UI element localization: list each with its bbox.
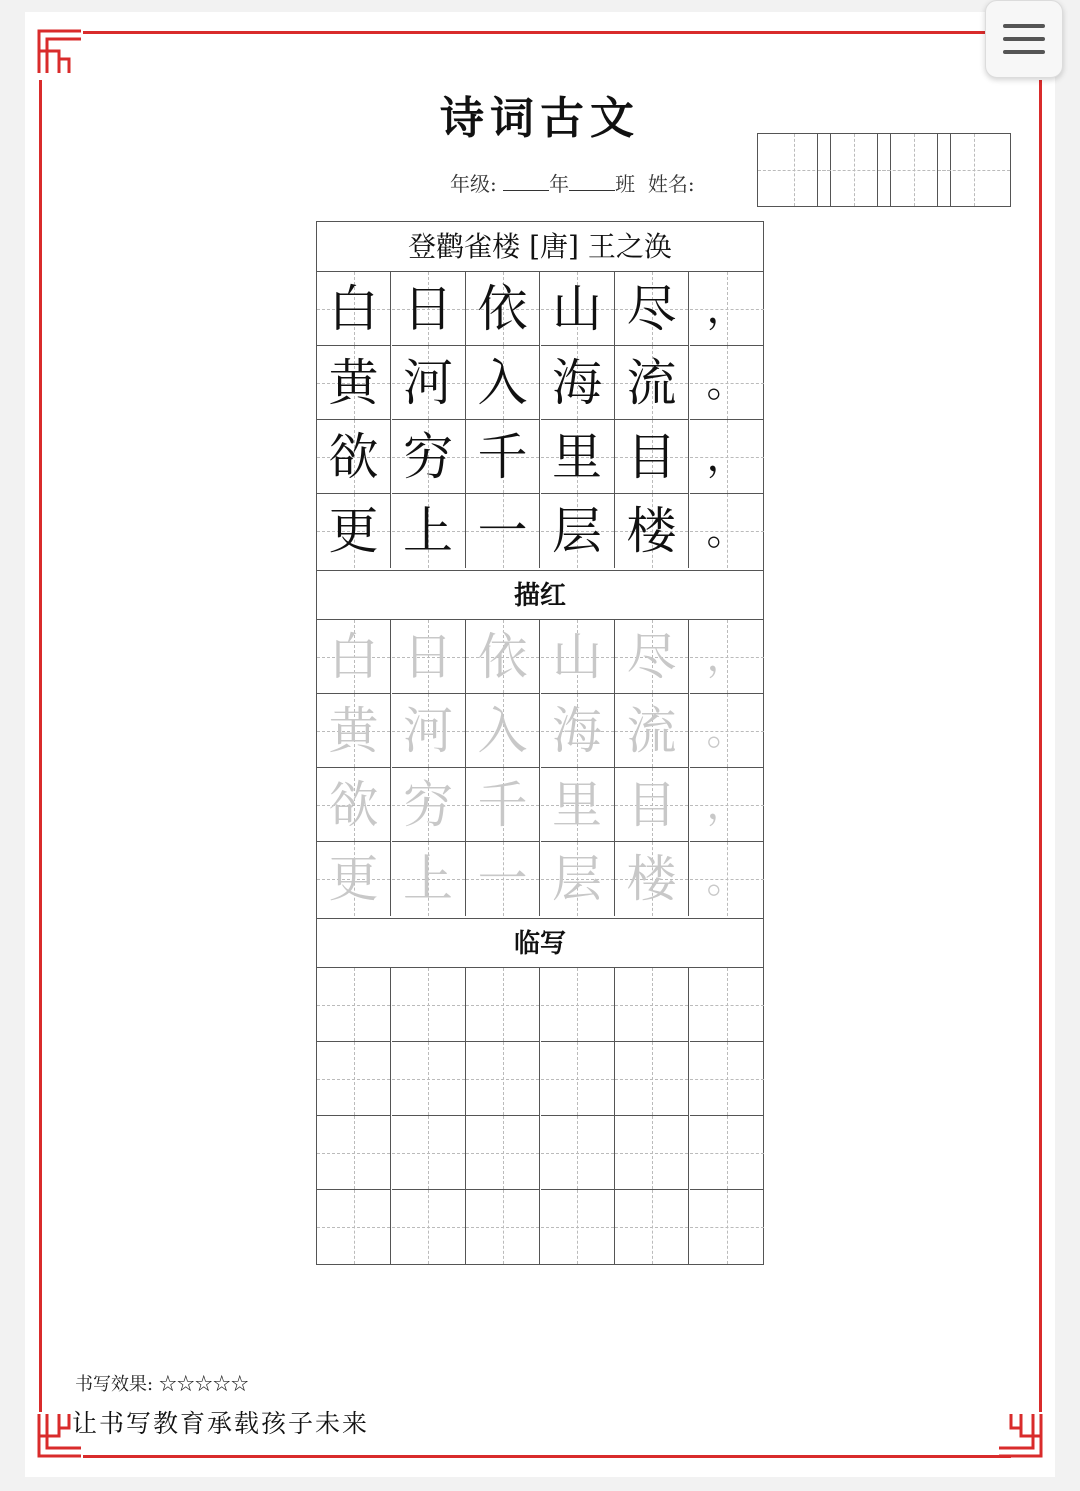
- corner-ornament-bottom-right: [997, 1412, 1043, 1458]
- frame-left-line: [39, 80, 42, 1412]
- corner-ornament-top-left: [37, 29, 83, 75]
- model-character: 上: [403, 502, 453, 560]
- character-cell: [690, 842, 764, 916]
- model-character: 穷: [403, 427, 453, 486]
- copy-row: [317, 968, 763, 1042]
- character-cell: [690, 272, 764, 346]
- character-cell: [690, 346, 764, 420]
- name-label: 姓名:: [647, 172, 695, 196]
- trace-character: 山: [552, 627, 602, 686]
- character-cell: [466, 420, 540, 494]
- character-cell: [541, 768, 615, 842]
- character-cell: [466, 842, 540, 916]
- writing-cell[interactable]: [541, 968, 615, 1042]
- model-character: 尽: [626, 279, 677, 338]
- year-suffix: 年: [549, 172, 570, 196]
- writing-cell[interactable]: [690, 968, 764, 1042]
- slogan: 让书写教育承载孩子未来: [72, 1409, 370, 1438]
- character-cell: [392, 768, 466, 842]
- character-cell: [392, 494, 466, 568]
- writing-cell[interactable]: [392, 1190, 466, 1264]
- trace-characters-block: [317, 620, 763, 918]
- model-character: 黄: [328, 353, 379, 412]
- character-cell: [466, 620, 540, 694]
- frame-right-line: [1039, 80, 1042, 1412]
- trace-character: 依: [477, 627, 528, 686]
- writing-cell[interactable]: [615, 1116, 689, 1190]
- character-cell: [317, 842, 391, 916]
- character-cell: [615, 272, 689, 346]
- model-row: [317, 420, 763, 494]
- trace-character: 海: [552, 701, 602, 760]
- year-blank[interactable]: [503, 176, 549, 191]
- character-cell: [466, 494, 540, 568]
- character-cell: [317, 420, 391, 494]
- writing-cell[interactable]: [615, 1190, 689, 1264]
- character-cell: [392, 420, 466, 494]
- character-cell: [392, 620, 466, 694]
- character-cell: [466, 694, 540, 768]
- model-character: 欲: [328, 427, 379, 486]
- trace-section-label: 描红: [317, 570, 763, 620]
- character-cell: [466, 346, 540, 420]
- trace-row: [317, 768, 763, 842]
- character-cell: [317, 620, 391, 694]
- character-cell: [317, 346, 391, 420]
- model-row: [317, 346, 763, 420]
- character-cell: [615, 842, 689, 916]
- model-character: 千: [477, 427, 528, 486]
- grade-label: 年级:: [450, 172, 497, 196]
- writing-cell[interactable]: [690, 1190, 764, 1264]
- copy-section-label: 临写: [317, 918, 763, 968]
- rating-stars: ☆☆☆☆☆: [158, 1374, 249, 1395]
- writing-cell[interactable]: [392, 1116, 466, 1190]
- trace-character: 尽: [626, 627, 677, 686]
- character-cell: [615, 694, 689, 768]
- writing-cell[interactable]: [541, 1190, 615, 1264]
- trace-row: [317, 694, 763, 768]
- trace-character: 楼: [626, 850, 677, 908]
- trace-row: [317, 842, 763, 916]
- model-character: 依: [477, 279, 528, 338]
- writing-cell[interactable]: [392, 968, 466, 1042]
- character-cell: [541, 346, 615, 420]
- character-cell: [317, 768, 391, 842]
- copy-row: [317, 1042, 763, 1116]
- model-character: 一: [477, 502, 528, 560]
- writing-cell[interactable]: [466, 1190, 540, 1264]
- trace-character: 河: [403, 701, 453, 760]
- model-character: 河: [403, 353, 453, 412]
- model-character: 层: [552, 502, 602, 560]
- class-blank[interactable]: [569, 176, 615, 191]
- trace-character: ，: [706, 633, 747, 680]
- character-cell: [317, 494, 391, 568]
- character-cell: [392, 346, 466, 420]
- grade-class-name-line: [450, 168, 695, 197]
- character-cell: [392, 694, 466, 768]
- model-characters-block: [317, 272, 763, 570]
- rating-row: [75, 1370, 249, 1396]
- model-row: [317, 494, 763, 568]
- copy-row: [317, 1116, 763, 1190]
- frame-bottom-line: [83, 1455, 1011, 1458]
- copy-row: [317, 1190, 763, 1264]
- character-cell: [541, 694, 615, 768]
- trace-character: 。: [706, 707, 747, 754]
- trace-character: 白: [328, 627, 379, 686]
- character-cell: [690, 420, 764, 494]
- writing-cell[interactable]: [690, 1042, 764, 1116]
- writing-cell[interactable]: [466, 1116, 540, 1190]
- model-character: ，: [706, 433, 747, 480]
- trace-character: 流: [626, 701, 677, 760]
- writing-cell[interactable]: [690, 1116, 764, 1190]
- trace-character: 入: [477, 701, 528, 760]
- writing-cell[interactable]: [466, 1042, 540, 1116]
- writing-cell[interactable]: [392, 1042, 466, 1116]
- character-cell: [466, 768, 540, 842]
- trace-character: 穷: [403, 775, 453, 834]
- copy-practice-block: [317, 968, 763, 1264]
- model-character: 更: [328, 502, 379, 560]
- frame-top-line: [83, 31, 1035, 34]
- writing-cell[interactable]: [615, 1042, 689, 1116]
- model-character: 白: [328, 279, 379, 338]
- trace-row: [317, 620, 763, 694]
- character-cell: [541, 494, 615, 568]
- character-cell: [615, 420, 689, 494]
- character-cell: [392, 842, 466, 916]
- name-input-boxes: [757, 133, 997, 193]
- model-character: 。: [706, 508, 747, 554]
- character-cell: [615, 768, 689, 842]
- model-character: 入: [477, 353, 528, 412]
- character-cell: [317, 694, 391, 768]
- practice-sheet: [316, 221, 764, 1265]
- character-cell: [541, 620, 615, 694]
- writing-cell[interactable]: [317, 1042, 391, 1116]
- model-character: 楼: [626, 502, 677, 560]
- writing-cell[interactable]: [615, 968, 689, 1042]
- trace-character: 黄: [328, 701, 379, 760]
- model-character: ，: [706, 285, 747, 332]
- model-character: 海: [552, 353, 602, 412]
- character-cell: [466, 272, 540, 346]
- character-cell: [541, 420, 615, 494]
- class-suffix: 班: [615, 172, 636, 196]
- hamburger-menu-button[interactable]: [985, 0, 1063, 78]
- character-cell: [317, 272, 391, 346]
- trace-character: 一: [477, 850, 528, 908]
- trace-character: 千: [477, 775, 528, 834]
- character-cell: [541, 842, 615, 916]
- page-title: 诗词古文: [440, 93, 640, 144]
- character-cell: [615, 346, 689, 420]
- character-cell: [690, 768, 764, 842]
- writing-cell[interactable]: [466, 968, 540, 1042]
- character-cell: [615, 620, 689, 694]
- model-character: 目: [626, 427, 677, 486]
- trace-character: 更: [328, 850, 379, 908]
- poem-heading: 登鹳雀楼 [唐] 王之涣: [317, 222, 763, 272]
- model-character: 流: [626, 353, 677, 412]
- trace-character: 欲: [328, 775, 379, 834]
- writing-cell[interactable]: [317, 1190, 391, 1264]
- name-box[interactable]: [937, 133, 1011, 207]
- model-character: 日: [403, 279, 453, 338]
- model-character: 。: [706, 359, 747, 406]
- trace-character: 。: [706, 856, 747, 902]
- character-cell: [690, 694, 764, 768]
- hamburger-menu-icon: [1003, 24, 1045, 28]
- trace-character: ，: [706, 781, 747, 828]
- writing-cell[interactable]: [541, 1116, 615, 1190]
- character-cell: [541, 272, 615, 346]
- character-cell: [690, 620, 764, 694]
- character-cell: [690, 494, 764, 568]
- character-cell: [392, 272, 466, 346]
- model-character: 里: [552, 427, 602, 486]
- trace-character: 目: [626, 775, 677, 834]
- writing-cell[interactable]: [317, 968, 391, 1042]
- trace-character: 上: [403, 850, 453, 908]
- model-character: 山: [552, 279, 602, 338]
- writing-cell[interactable]: [317, 1116, 391, 1190]
- model-row: [317, 272, 763, 346]
- trace-character: 日: [403, 627, 453, 686]
- trace-character: 里: [552, 775, 602, 834]
- trace-character: 层: [552, 850, 602, 908]
- rating-label: 书写效果:: [75, 1374, 154, 1395]
- character-cell: [615, 494, 689, 568]
- writing-cell[interactable]: [541, 1042, 615, 1116]
